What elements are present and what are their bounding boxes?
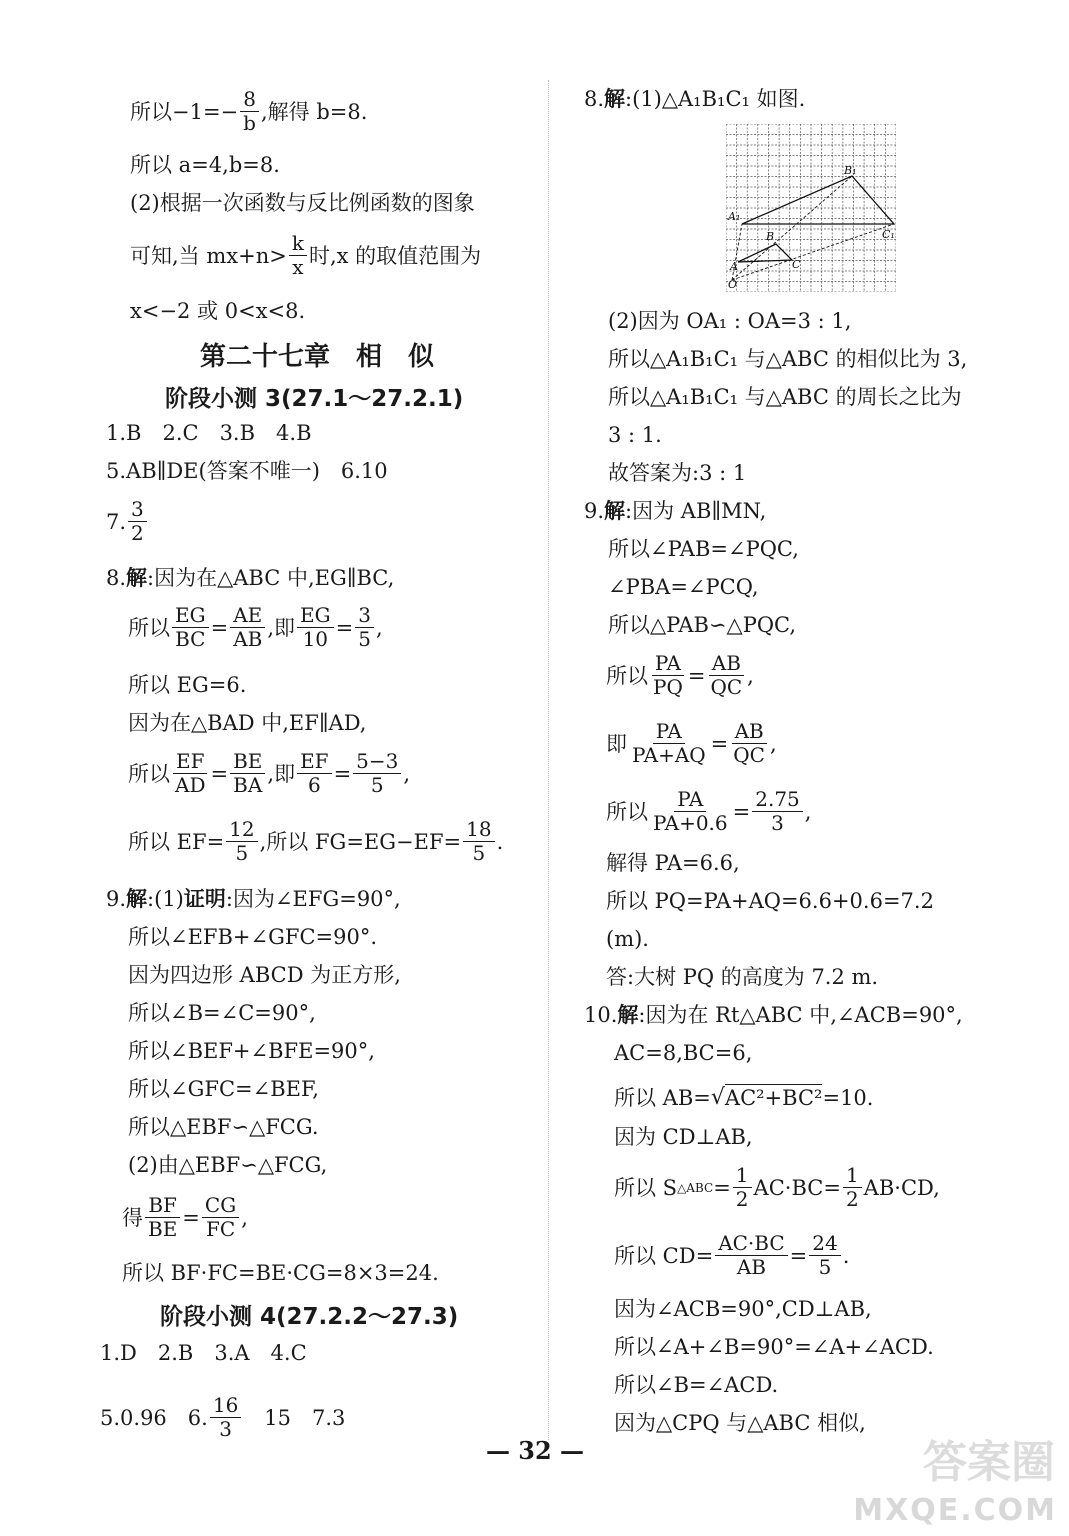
label-a1: A₁ xyxy=(728,210,741,223)
r10-line: 所以∠B=∠ACD. xyxy=(614,1373,779,1397)
q8-line: 所以 EG=6. xyxy=(128,673,247,697)
page-number: — 32 — xyxy=(485,1436,585,1465)
fraction: $\frac{8}{b}$ xyxy=(240,88,259,135)
q8-line: 因为在△BAD 中,EF∥AD, xyxy=(128,711,367,735)
r9-line: 解得 PA=6.6, xyxy=(606,851,740,875)
r9-line: 所以 $\frac{PA}{PQ}$ = $\frac{AB}{QC}$ , xyxy=(606,651,754,699)
q9-line: 得 $\frac{BF}{BE}$ = $\frac{CG}{FC}$ , xyxy=(122,1193,248,1241)
answer-line: 5.AB∥DE(答案不唯一) 6.10 xyxy=(106,459,388,483)
r8-line: 所以△A₁B₁C₁ 与△ABC 的周长之比为 xyxy=(608,385,962,409)
r10-line: 因为∠ACB=90°,CD⊥AB, xyxy=(614,1297,872,1321)
q9-line: 所以∠EFB+∠GFC=90°. xyxy=(128,925,378,949)
q9-line: 所以∠GFC=∠BEF, xyxy=(128,1077,319,1101)
label-b1: B₁ xyxy=(844,164,857,177)
label-o: O xyxy=(728,278,738,291)
label-c1: C₁ xyxy=(882,228,895,241)
r10-line: 所以 AB= √ AC²+BC² =10. xyxy=(614,1084,874,1110)
q8-line: 8. 解 :因为在△ABC 中,EG∥BC, xyxy=(106,565,395,590)
answer-line: 7. $\frac{3}{2}$ xyxy=(106,498,149,545)
r9-line: 即 $\frac{PA}{PA+AQ}$ = $\frac{AB}{QC}$ , xyxy=(606,719,777,767)
r9-line: 9. 解 :因为 AB∥MN, xyxy=(584,498,767,523)
r9-line: 所以∠PAB=∠PQC, xyxy=(608,537,799,561)
q9-line: 因为四边形 ABCD 为正方形, xyxy=(128,963,401,987)
r8-line: 所以△A₁B₁C₁ 与△ABC 的相似比为 3, xyxy=(608,347,968,371)
r9-line: 所以 PQ=PA+AQ=6.6+0.6=7.2 xyxy=(606,889,934,913)
line: 所以 a=4,b=8. xyxy=(130,153,280,177)
r9-line: 答:大树 PQ 的高度为 7.2 m. xyxy=(606,965,879,989)
r10-line: 因为 CD⊥AB, xyxy=(614,1125,753,1149)
r9-line: ∠PBA=∠PCQ, xyxy=(608,575,759,599)
label-a: A xyxy=(730,260,738,273)
r8-line: 故答案为:3 : 1 xyxy=(608,461,747,485)
r8-line: (2)因为 OA₁ : OA=3 : 1, xyxy=(608,309,852,333)
answer-line: 1.B 2.C 3.B 4.B xyxy=(106,421,312,445)
r8-line: 8. 解 :(1)△A₁B₁C₁ 如图. xyxy=(584,86,806,111)
q8-line: 所以 $\frac{EG}{BC}$ = $\frac{AE}{AB}$ ,即 $\frac{EG}{10}$ = $\frac{3}{5}$ , xyxy=(128,603,383,651)
q9-line: (2)由△EBF∽△FCG, xyxy=(128,1153,328,1177)
quiz4-title: 阶段小测 4(27.2.2～27.3) xyxy=(160,1304,459,1330)
answer-line: 1.D 2.B 3.A 4.C xyxy=(100,1341,307,1365)
q8-line: 所以 EF= $\frac{12}{5}$ ,所以 FG=EG−EF= $\frac{18}{5}$ . xyxy=(128,817,504,865)
chapter-title: 第二十七章 相 似 xyxy=(200,342,435,372)
line: x<−2 或 0<x<8. xyxy=(130,299,306,323)
q9-line: 所以∠BEF+∠BFE=90°, xyxy=(128,1039,375,1063)
r10-line: 所以 S △ABC = $\frac{1}{2}$ AC·BC= $\frac{1}{2}$ AB·CD, xyxy=(614,1163,940,1211)
q9-line: 9. 解 :(1) 证明 :因为∠EFG=90°, xyxy=(106,886,401,911)
q9-line: 所以 BF·FC=BE·CG=8×3=24. xyxy=(122,1261,439,1285)
watermark: MXQE.COM xyxy=(853,1493,1057,1528)
quiz3-title: 阶段小测 3(27.1～27.2.1) xyxy=(165,386,464,412)
q9-line: 所以△EBF∽△FCG. xyxy=(128,1115,319,1139)
r10-line: 所以∠A+∠B=90°=∠A+∠ACD. xyxy=(614,1335,934,1359)
r9-line: 所以△PAB∽△PQC, xyxy=(608,613,797,637)
line: 所以−1=− $\frac{8}{b}$ ,解得 b=8. xyxy=(130,87,368,135)
r8-line: 3 : 1. xyxy=(608,423,662,447)
label-c: C xyxy=(792,258,801,271)
line: 可知,当 mx+n> $\frac{k}{x}$ 时,x 的取值范围为 xyxy=(130,231,482,279)
column-divider xyxy=(548,80,549,1440)
similarity-figure xyxy=(726,124,896,292)
triangle-a1b1c1 xyxy=(742,176,894,224)
label-b: B xyxy=(766,230,775,243)
r10-line: 因为△CPQ 与△ABC 相似, xyxy=(614,1411,866,1435)
r10-line: 10. 解 :因为在 Rt△ABC 中,∠ACB=90°, xyxy=(584,1002,963,1027)
watermark-logo: 答案圈 xyxy=(923,1437,1055,1488)
r9-line: (m). xyxy=(606,927,649,951)
triangle-abc xyxy=(738,244,792,262)
q8-line: 所以 $\frac{EF}{AD}$ = $\frac{BE}{BA}$ ,即 $\frac{EF}{6}$ = $\frac{5-3}{5}$ , xyxy=(128,749,411,797)
q9-line: 所以∠B=∠C=90°, xyxy=(128,1001,316,1025)
answer-line: 5.0.96 6. $\frac{16}{3}$ 15 7.3 xyxy=(100,1393,346,1441)
line: (2)根据一次函数与反比例函数的图象 xyxy=(130,191,475,215)
r9-line: 所以 $\frac{PA}{PA+0.6}$ = $\frac{2.75}{3}$ , xyxy=(606,787,812,835)
r10-line: 所以 CD= $\frac{AC\cdot BC}{AB}$ = $\frac{24}{5}$ . xyxy=(614,1231,850,1279)
r10-line: AC=8,BC=6, xyxy=(614,1041,753,1065)
